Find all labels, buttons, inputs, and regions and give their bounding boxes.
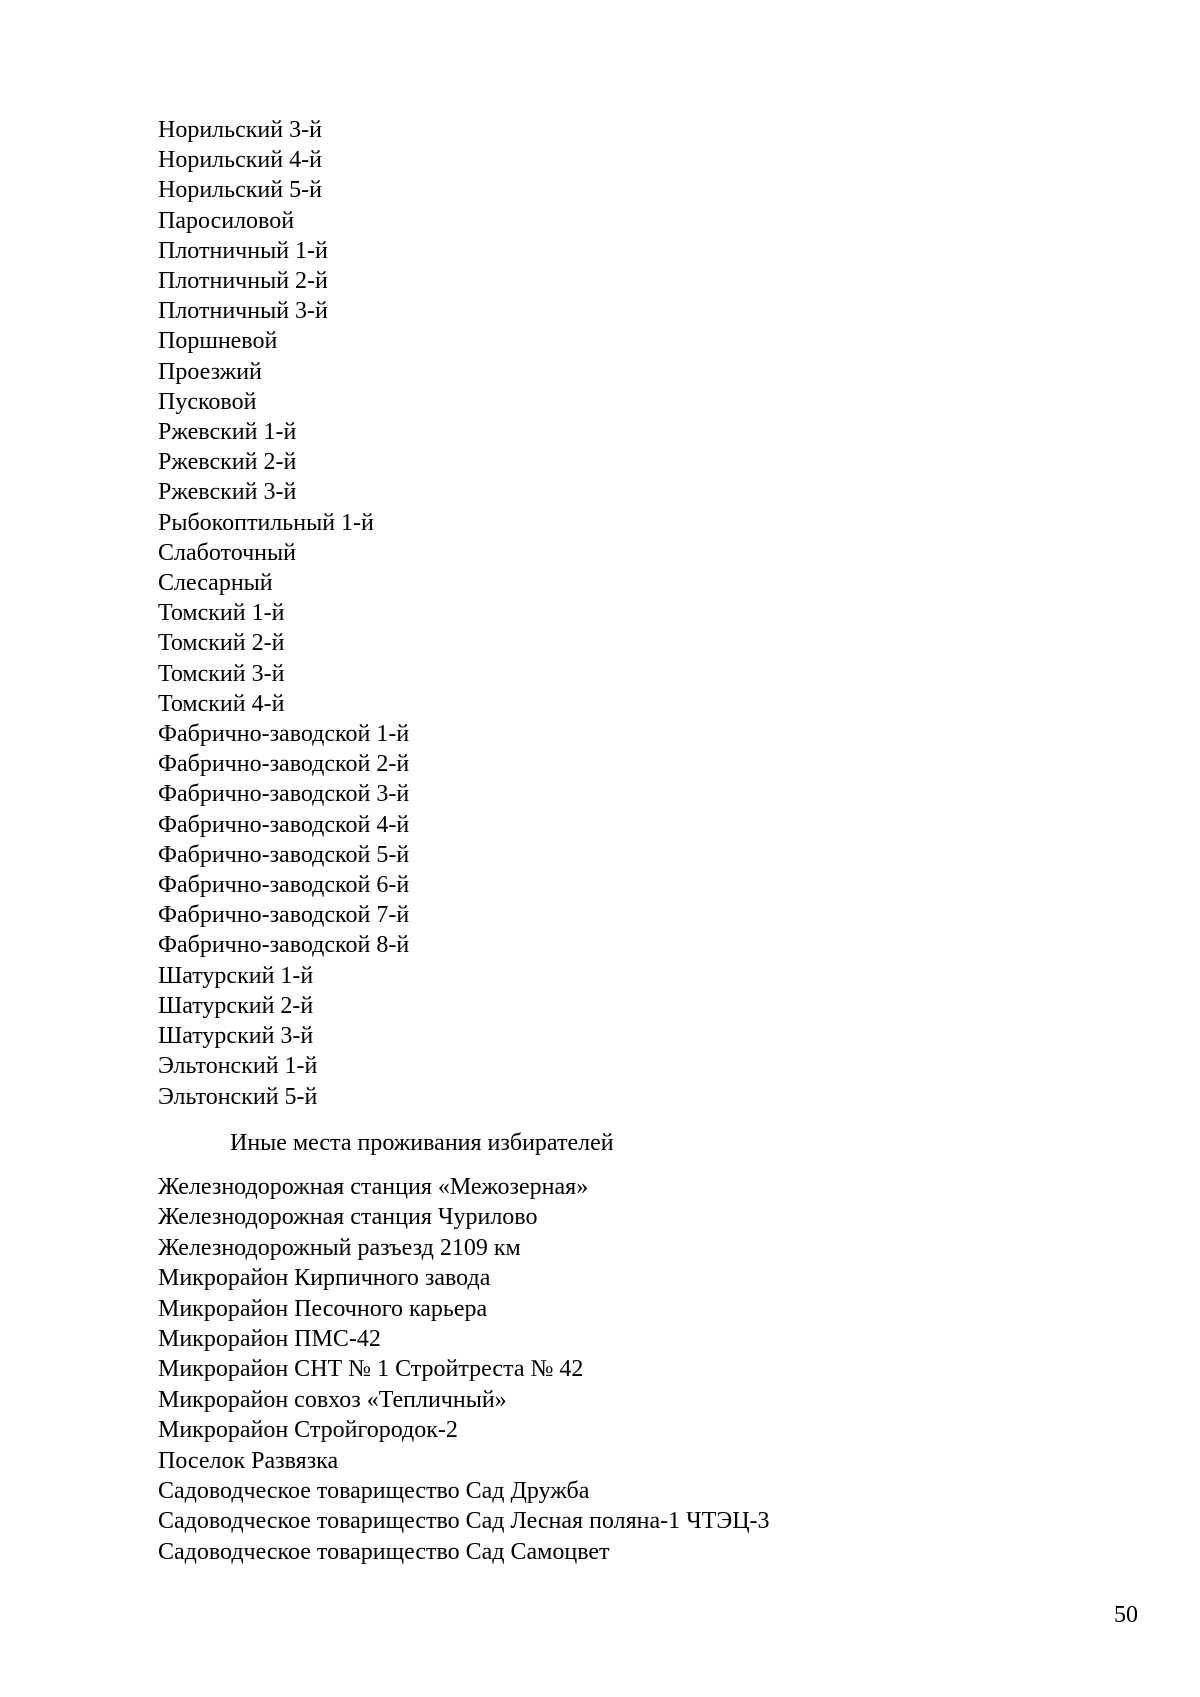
street-list-item: Плотничный 2-й xyxy=(158,268,328,295)
street-list-item: Поршневой xyxy=(158,328,278,355)
street-list-item: Фабрично-заводской 3-й xyxy=(158,781,410,808)
other-place-item: Железнодорожный разъезд 2109 км xyxy=(158,1234,521,1261)
street-list-item: Паросиловой xyxy=(158,207,295,234)
street-list-item: Шатурский 3-й xyxy=(158,1023,314,1050)
other-place-item: Железнодорожная станция «Межозерная» xyxy=(158,1174,589,1200)
street-list-item: Томский 2-й xyxy=(158,630,285,657)
other-place-item: Садоводческое товарищество Сад Дружба xyxy=(158,1478,590,1505)
street-list-item: Норильский 3-й xyxy=(158,117,322,143)
street-list-item: Плотничный 1-й xyxy=(158,237,328,264)
street-list-item: Фабрично-заводской 2-й xyxy=(158,751,410,778)
street-list-item: Фабрично-заводской 7-й xyxy=(158,902,410,929)
street-list-item: Ржевский 3-й xyxy=(158,479,297,506)
other-place-item: Поселок Развязка xyxy=(158,1447,339,1474)
street-list-item: Томский 1-й xyxy=(158,600,285,627)
other-place-item: Садоводческое товарищество Сад Лесная поляна-1 ЧТЭЦ-3 xyxy=(158,1508,770,1535)
street-list-item: Эльтонский 5-й xyxy=(158,1083,318,1110)
street-list-item: Проезжий xyxy=(158,358,262,385)
street-list-item: Фабрично-заводской 5-й xyxy=(158,841,410,868)
other-place-item: Микрорайон совхоз «Тепличный» xyxy=(158,1386,507,1413)
other-place-item: Микрорайон Песочного карьера xyxy=(158,1295,488,1322)
street-list-item: Томский 3-й xyxy=(158,660,285,687)
street-list-item: Ржевский 1-й xyxy=(158,419,297,446)
street-list-item: Рыбокоптильный 1-й xyxy=(158,509,374,536)
street-list-item: Фабрично-заводской 4-й xyxy=(158,811,410,838)
street-list-item: Шатурский 2-й xyxy=(158,992,314,1019)
street-list-item: Фабрично-заводской 8-й xyxy=(158,932,410,959)
street-list-item: Фабрично-заводской 1-й xyxy=(158,721,410,748)
other-places-list xyxy=(158,1172,770,1567)
street-list-item: Пусковой xyxy=(158,388,257,415)
other-place-item: Садоводческое товарищество Сад Самоцвет xyxy=(158,1538,610,1565)
other-place-item: Железнодорожная станция Чурилово xyxy=(158,1204,538,1231)
other-place-item: Микрорайон Стройгородок-2 xyxy=(158,1417,458,1444)
other-place-item: Микрорайон ПМС-42 xyxy=(158,1326,381,1353)
street-list-item: Ржевский 2-й xyxy=(158,449,297,476)
street-list-item: Слесарный xyxy=(158,570,273,597)
street-list-item: Норильский 4-й xyxy=(158,147,322,174)
street-list-item: Томский 4-й xyxy=(158,690,285,717)
street-list-item: Эльтонский 1-й xyxy=(158,1053,318,1080)
street-list xyxy=(158,115,409,1112)
other-place-item: Микрорайон Кирпичного завода xyxy=(158,1265,491,1292)
page-number: 50 xyxy=(1114,1602,1138,1628)
street-list-item: Фабрично-заводской 6-й xyxy=(158,872,410,899)
other-place-item: Микрорайон СНТ № 1 Стройтреста № 42 xyxy=(158,1356,584,1383)
street-list-item: Плотничный 3-й xyxy=(158,298,328,325)
section-heading: Иные места проживания избирателей xyxy=(230,1130,614,1156)
street-list-item: Шатурский 1-й xyxy=(158,962,314,989)
street-list-item: Норильский 5-й xyxy=(158,177,322,204)
street-list-item: Слаботочный xyxy=(158,539,296,566)
